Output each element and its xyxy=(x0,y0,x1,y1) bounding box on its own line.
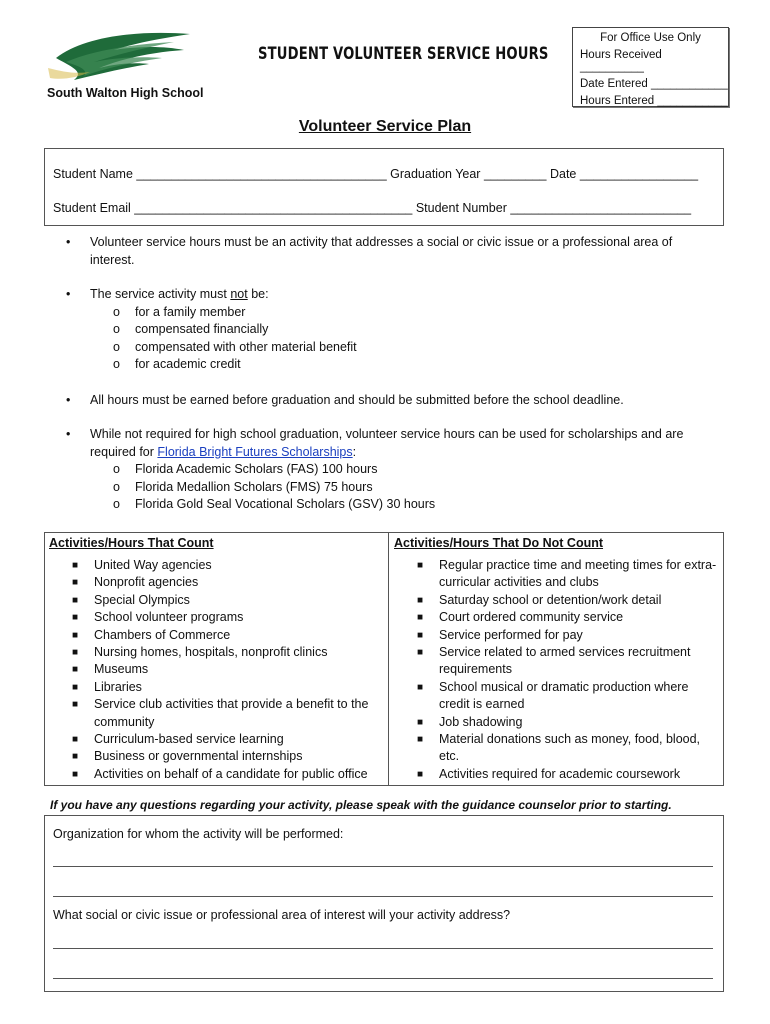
sub-item-text: for academic credit xyxy=(135,357,241,371)
list-item-text: Material donations such as money, food, blood, etc. xyxy=(439,732,701,764)
activities-nocount-list xyxy=(394,557,720,783)
list-item-text: Service performed for pay xyxy=(439,627,583,642)
square-bullet-icon: ■ xyxy=(417,681,424,693)
student-name-graduation-date-fields[interactable]: Student Name ____________________________________ Graduation Year _________ Date _________________ xyxy=(53,167,699,181)
square-bullet-icon: ■ xyxy=(72,664,79,676)
activities-table xyxy=(44,532,724,786)
form-title: STUDENT VOLUNTEER SERVICE HOURS xyxy=(258,44,549,64)
circle-bullet-icon: o xyxy=(113,304,120,319)
school-name: South Walton High School xyxy=(47,86,204,100)
sub-item-text: Florida Academic Scholars (FAS) 100 hours xyxy=(135,462,378,476)
list-item-text: Activities required for academic coursework xyxy=(439,766,681,781)
rule-text: All hours must be earned before graduation and should be submitted before the school deadline. xyxy=(90,392,624,407)
rules-list xyxy=(60,234,710,514)
hours-entered-field[interactable]: Hours Entered ___________ xyxy=(580,95,728,107)
activities-count-heading: Activities/Hours That Count xyxy=(49,536,214,550)
circle-bullet-icon: o xyxy=(113,357,120,371)
list-item xyxy=(49,661,385,678)
sub-item-text: Florida Gold Seal Vocational Scholars (GSV) 30 hours xyxy=(135,497,436,511)
seahawk-logo-icon xyxy=(44,28,194,84)
circle-bullet-icon: o xyxy=(113,497,120,511)
column-divider xyxy=(388,533,389,785)
student-email-number-fields[interactable]: Student Email ________________________________________ Student Number __________________________ xyxy=(53,201,692,215)
list-item xyxy=(394,644,720,679)
bullet-icon: • xyxy=(66,235,71,249)
square-bullet-icon: ■ xyxy=(72,560,79,571)
list-item xyxy=(49,592,385,609)
list-item-text: Activities on behalf of a candidate for public office xyxy=(94,766,368,781)
rule-text: The service activity must xyxy=(90,287,231,301)
circle-bullet-icon: o xyxy=(113,479,120,494)
rule-item xyxy=(60,234,710,269)
issue-answer-line-1[interactable] xyxy=(53,948,713,949)
list-item xyxy=(394,731,720,766)
square-bullet-icon: ■ xyxy=(417,647,424,659)
list-item xyxy=(394,766,720,783)
square-bullet-icon: ■ xyxy=(72,681,79,693)
list-item-text: Regular practice time and meeting times for extra-curricular activities and clubs xyxy=(439,558,717,590)
square-bullet-icon: ■ xyxy=(72,612,79,624)
square-bullet-icon: ■ xyxy=(417,716,424,728)
list-item-text: Job shadowing xyxy=(439,714,523,729)
rule-text-suffix: : xyxy=(352,444,357,459)
list-item-text: School volunteer programs xyxy=(94,610,244,625)
list-item xyxy=(394,714,720,731)
sub-item xyxy=(60,479,710,497)
circle-bullet-icon: o xyxy=(113,339,120,354)
list-item xyxy=(394,609,720,626)
list-item-text: Saturday school or detention/work detail xyxy=(439,592,662,607)
square-bullet-icon: ■ xyxy=(72,751,79,763)
list-item xyxy=(49,557,385,574)
organization-answer-line-1[interactable] xyxy=(53,866,713,867)
sub-item-text: for a family member xyxy=(135,304,246,319)
activities-count-column xyxy=(49,536,385,783)
square-bullet-icon: ■ xyxy=(417,560,424,571)
questions-box xyxy=(44,815,724,992)
square-bullet-icon: ■ xyxy=(417,734,424,746)
sub-item xyxy=(60,304,710,322)
list-item xyxy=(394,592,720,609)
list-item xyxy=(49,627,385,644)
square-bullet-icon: ■ xyxy=(72,734,79,746)
rule-emphasis: not xyxy=(230,287,248,301)
bullet-icon: • xyxy=(66,287,71,301)
organization-question: Organization for whom the activity will be performed: xyxy=(53,827,344,841)
sub-item-text: compensated with other material benefit xyxy=(135,339,357,354)
office-use-heading: For Office Use Only xyxy=(600,32,701,44)
list-item-text: Special Olympics xyxy=(94,592,190,607)
student-info-box xyxy=(44,148,724,226)
sub-item xyxy=(60,339,710,357)
circle-bullet-icon: o xyxy=(113,462,120,476)
organization-answer-line-2[interactable] xyxy=(53,896,713,897)
list-item-text: Service club activities that provide a benefit to the community xyxy=(94,697,369,729)
list-item xyxy=(49,748,385,765)
list-item xyxy=(394,557,720,592)
rule-item xyxy=(60,286,710,304)
list-item-text: Curriculum-based service learning xyxy=(94,732,284,747)
square-bullet-icon: ■ xyxy=(417,612,424,624)
list-item xyxy=(49,731,385,748)
bullet-icon: • xyxy=(66,427,71,441)
list-item xyxy=(49,574,385,591)
list-item-text: Nursing homes, hospitals, nonprofit clinics xyxy=(94,645,328,660)
sub-item xyxy=(60,496,710,514)
activities-nocount-heading: Activities/Hours That Do Not Count xyxy=(394,536,604,550)
rule-item xyxy=(60,426,710,461)
list-item xyxy=(394,679,720,714)
list-item-text: Museums xyxy=(94,662,149,677)
activities-count-list xyxy=(49,557,385,783)
issue-question: What social or civic issue or professional area of interest will your activity address? xyxy=(53,908,511,922)
list-item-text: Chambers of Commerce xyxy=(94,627,231,642)
sub-item-text: Florida Medallion Scholars (FMS) 75 hours xyxy=(135,479,373,494)
sub-item xyxy=(60,356,710,374)
list-item xyxy=(49,679,385,696)
list-item xyxy=(49,766,385,783)
bullet-icon: • xyxy=(66,392,71,407)
guidance-note: If you have any questions regarding your activity, please speak with the guidance counselor prior to starting. xyxy=(50,798,672,812)
list-item-text: United Way agencies xyxy=(94,558,212,572)
activities-nocount-column xyxy=(394,536,720,783)
list-item xyxy=(49,644,385,661)
square-bullet-icon: ■ xyxy=(72,699,79,711)
sub-item xyxy=(60,461,710,479)
list-item-text: Court ordered community service xyxy=(439,610,624,625)
square-bullet-icon: ■ xyxy=(72,577,79,589)
list-item-text: Business or governmental internships xyxy=(94,749,303,764)
office-use-box xyxy=(572,27,729,107)
list-item xyxy=(394,627,720,644)
bright-futures-link[interactable]: Florida Bright Futures Scholarships xyxy=(157,444,353,459)
circle-bullet-icon: o xyxy=(113,322,120,336)
square-bullet-icon: ■ xyxy=(417,594,424,606)
rule-text: While not required for high school graduation, volunteer service hours can be used for scholarships and are required for xyxy=(90,427,684,459)
rule-text-suffix: be: xyxy=(247,287,269,301)
plan-title: Volunteer Service Plan xyxy=(298,118,472,135)
issue-answer-line-2[interactable] xyxy=(53,978,713,979)
list-item-text: Service related to armed services recruitment requirements xyxy=(439,645,691,677)
list-item-text: School musical or dramatic production where credit is earned xyxy=(439,679,689,712)
square-bullet-icon: ■ xyxy=(72,768,79,780)
square-bullet-icon: ■ xyxy=(417,629,424,641)
rule-item xyxy=(60,392,710,410)
square-bullet-icon: ■ xyxy=(72,629,79,641)
list-item-text: Nonprofit agencies xyxy=(94,575,199,590)
list-item-text: Libraries xyxy=(94,679,142,694)
square-bullet-icon: ■ xyxy=(417,768,424,780)
sub-item-text: compensated financially xyxy=(135,322,269,336)
sub-item xyxy=(60,321,710,339)
list-item xyxy=(49,696,385,731)
list-item xyxy=(49,609,385,626)
square-bullet-icon: ■ xyxy=(72,647,79,659)
hours-received-field[interactable]: Hours Received __________ xyxy=(580,49,662,73)
date-entered-field[interactable]: Date Entered ____________ xyxy=(580,78,728,90)
square-bullet-icon: ■ xyxy=(72,594,79,606)
rule-text: Volunteer service hours must be an activity that addresses a social or civic issue or a professional area of interest. xyxy=(90,235,673,267)
